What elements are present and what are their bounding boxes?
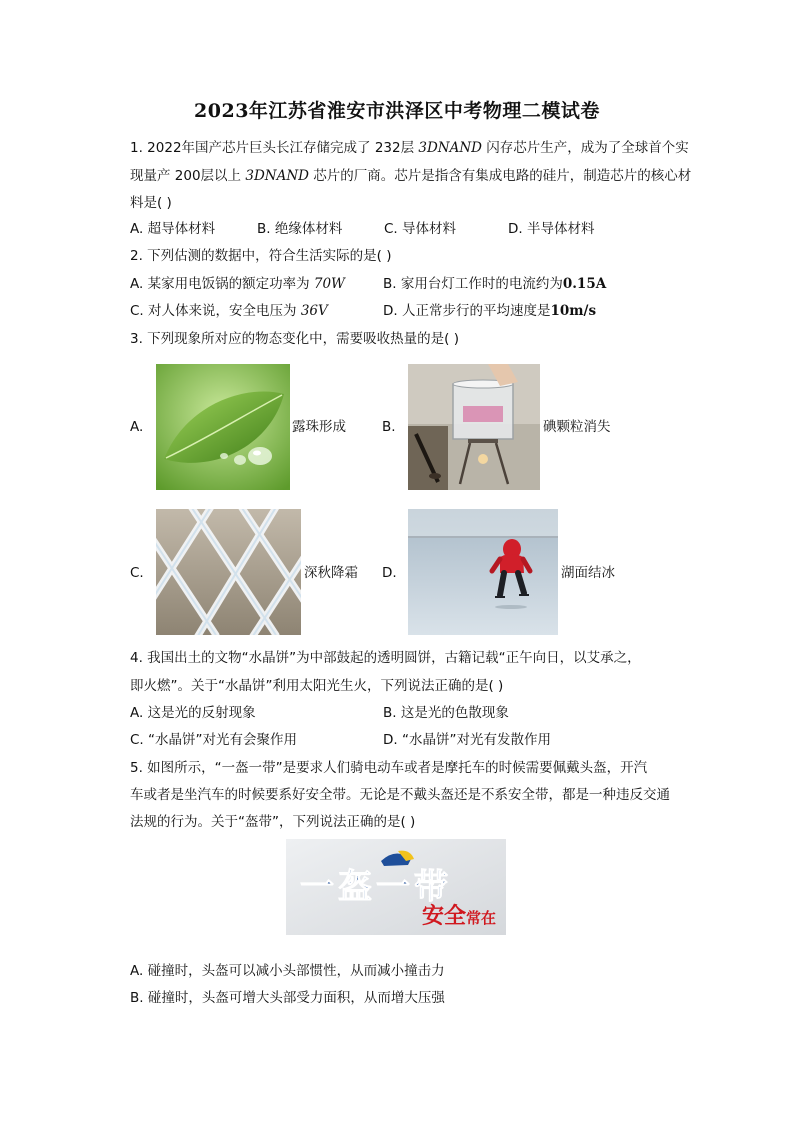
q4-option-b[interactable]: B. 这是光的色散现象 — [383, 705, 509, 721]
q2-stem: 2. 下列估测的数据中，符合生活实际的是( ) — [130, 248, 392, 264]
q3-option-c-caption: 深秋降霜 — [304, 565, 358, 581]
q2-option-text: B. 家用台灯工作时的电流约为 — [383, 276, 563, 292]
q2-option-value: 0.15A — [562, 276, 607, 292]
page-title: 2023年江苏省淮安市洪泽区中考物理二模试卷 — [194, 100, 600, 122]
q3-option-b-caption: 碘颗粒消失 — [543, 419, 611, 435]
q1-term: 3DNAND — [418, 140, 483, 156]
q4-line-1: 4. 我国出土的文物“水晶饼”为中部鼓起的透明圆饼，古籍记载“正午向日，以艾承之， — [130, 650, 641, 666]
ice-skater-image — [408, 509, 558, 635]
q5-line-3: 法规的行为。关于“盔带”，下列说法正确的是( ) — [130, 814, 416, 830]
q2-option-c[interactable] — [130, 302, 328, 320]
q3-option-b-letter[interactable]: B. — [382, 419, 396, 435]
q3-stem: 3. 下列现象所对应的物态变化中，需要吸收热量的是( ) — [130, 331, 459, 347]
q1-option-c[interactable]: C. 导体材料 — [384, 221, 457, 237]
q4-line-2: 即火燃”。关于“水晶饼”利用太阳光生火，下列说法正确的是( ) — [130, 678, 504, 694]
frost-fence-image — [156, 509, 301, 635]
banner-subtitle — [422, 899, 496, 930]
q3-option-a-letter[interactable]: A. — [130, 419, 144, 435]
dew-leaf-image — [156, 364, 290, 490]
q1-text: 芯片的厂商。芯片是指含有集成电路的硅片，制造芯片的核心材 — [308, 168, 692, 184]
q2-option-value: 10m/s — [550, 303, 597, 319]
q2-option-a[interactable] — [130, 275, 345, 293]
q5-line-1: 5. 如图所示，“一盔一带”是要求人们骑电动车或者是摩托车的时候需要佩戴头盔，开汽 — [130, 760, 648, 776]
q2-option-text: D. 人正常步行的平均速度是 — [383, 303, 551, 319]
q1-text: 现量产 200层以上 — [130, 168, 246, 184]
q1-line-2 — [130, 167, 691, 185]
q1-option-d[interactable]: D. 半导体材料 — [508, 221, 595, 237]
q5-option-a[interactable]: A. 碰撞时，头盔可以减小头部惯性，从而减小撞击力 — [130, 963, 445, 979]
q1-option-b[interactable]: B. 绝缘体材料 — [257, 221, 343, 237]
q3-option-d-caption: 湖面结冰 — [561, 565, 615, 581]
q2-option-text: C. 对人体来说，安全电压为 — [130, 303, 301, 319]
q3-option-a-caption: 露珠形成 — [292, 419, 346, 435]
q1-text: 闪存芯片生产，成为了全球首个实 — [482, 140, 689, 156]
q1-option-a[interactable]: A. 超导体材料 — [130, 221, 216, 237]
banner-title: 一盔一带 — [300, 867, 452, 907]
q1-text: 1. 2022年国产芯片巨头长江存储完成了 232层 — [130, 140, 419, 156]
q3-option-d-letter[interactable]: D. — [382, 565, 397, 581]
iodine-beaker-image — [408, 364, 540, 490]
q2-option-d[interactable] — [383, 302, 596, 320]
q4-option-d[interactable]: D. “水晶饼”对光有发散作用 — [383, 732, 551, 748]
banner-subtitle-tail: 常在 — [465, 909, 496, 927]
q2-option-value: 36V — [300, 303, 328, 319]
q1-line-1 — [130, 139, 689, 157]
q4-option-a[interactable]: A. 这是光的反射现象 — [130, 705, 256, 721]
q1-line-3: 料是( ) — [130, 195, 172, 211]
banner-subtitle-main: 安全 — [421, 904, 466, 929]
q5-line-2: 车或者是坐汽车的时候要系好安全带。无论是不戴头盔还是不系安全带，都是一种违反交通 — [130, 787, 670, 803]
q2-option-b[interactable] — [383, 275, 606, 293]
q3-option-c-letter[interactable]: C. — [130, 565, 144, 581]
q4-option-c[interactable]: C. “水晶饼”对光有会聚作用 — [130, 732, 297, 748]
q1-term: 3DNAND — [245, 168, 309, 184]
q2-option-text: A. 某家用电饭锅的额定功率为 — [130, 276, 314, 292]
q2-option-value: 70W — [313, 276, 345, 292]
q5-option-b[interactable]: B. 碰撞时，头盔可增大头部受力面积，从而增大压强 — [130, 990, 445, 1006]
helmet-belt-banner — [286, 839, 506, 935]
